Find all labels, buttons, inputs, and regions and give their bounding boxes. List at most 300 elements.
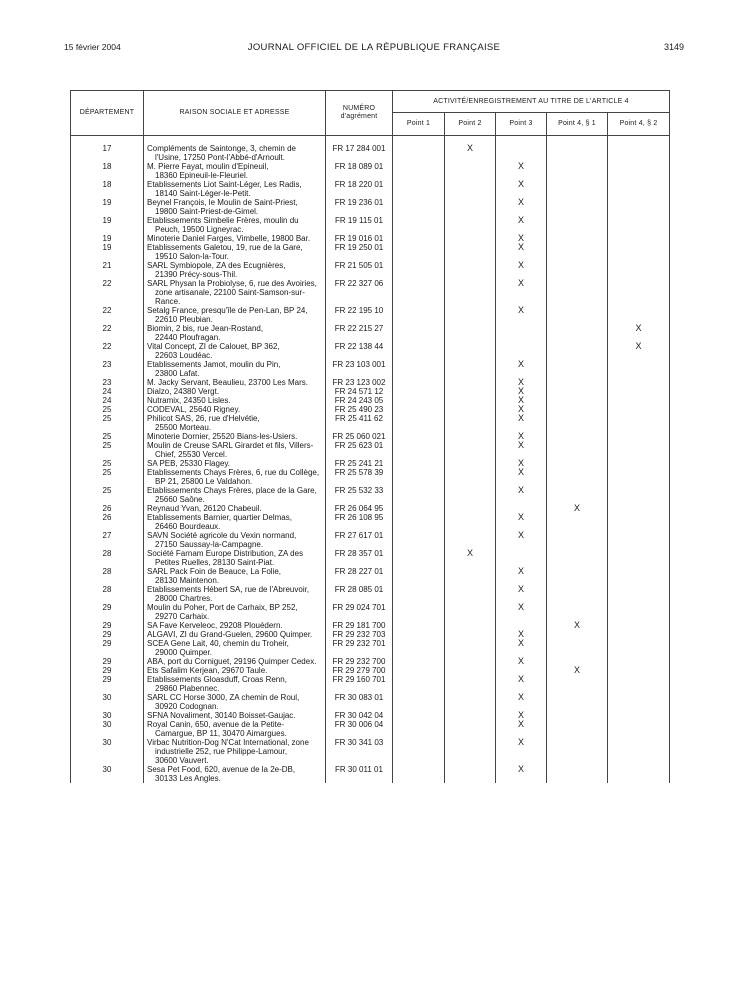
cell-numero-agrement: FR 25 060 021 — [326, 432, 393, 441]
table-row — [71, 216, 670, 234]
cell-raison-sociale — [144, 432, 326, 441]
name-line-2: l'Usine, 17250 Pont-l'Abbé-d'Arnoult. — [155, 153, 285, 162]
cell-departement: 30 — [71, 765, 144, 783]
cell-p1-mark — [393, 405, 445, 414]
name-line-1: Biomin, 2 bis, rue Jean-Rostand, — [147, 324, 264, 333]
cell-p4a-mark — [547, 216, 608, 234]
cell-raison-sociale — [144, 531, 326, 549]
cell-p3-mark: X — [496, 360, 547, 378]
cell-p3-mark: X — [496, 162, 547, 180]
cell-numero-agrement: FR 23 123 002 — [326, 378, 393, 387]
cell-departement: 26 — [71, 504, 144, 513]
cell-p1-mark — [393, 738, 445, 765]
name-line-1: Vital Concept, ZI de Calouet, BP 362, — [147, 342, 280, 351]
cell-raison-sociale — [144, 639, 326, 657]
name-line-1: M. Jacky Servant, Beaulieu, 23700 Les Mars. — [147, 378, 308, 387]
cell-p4b-mark — [608, 414, 670, 432]
cell-p4b-mark: X — [608, 342, 670, 360]
approval-table — [70, 90, 670, 783]
cell-numero-agrement: FR 25 411 62 — [326, 414, 393, 432]
cell-p1-mark — [393, 432, 445, 441]
cell-numero-agrement: FR 27 617 01 — [326, 531, 393, 549]
name-line-1: SFNA Novaliment, 30140 Boisset-Gaujac. — [147, 711, 296, 720]
table-row — [71, 324, 670, 342]
name-line-2: 23800 Lafat. — [155, 369, 200, 378]
name-line-3: 30600 Vauvert. — [155, 756, 209, 765]
cell-p1-mark — [393, 261, 445, 279]
name-line-2: 29000 Quimper. — [155, 648, 212, 657]
cell-numero-agrement: FR 19 236 01 — [326, 198, 393, 216]
cell-p3-mark — [496, 342, 547, 360]
cell-p3-mark: X — [496, 630, 547, 639]
cell-departement: 22 — [71, 324, 144, 342]
cell-p4b-mark — [608, 162, 670, 180]
cell-p4a-mark — [547, 531, 608, 549]
cell-p1-mark — [393, 567, 445, 585]
cell-p4a-mark — [547, 162, 608, 180]
cell-p1-mark — [393, 414, 445, 432]
cell-p4a-mark — [547, 180, 608, 198]
cell-p3-mark: X — [496, 441, 547, 459]
name-line-1: Nutramix, 24350 Lisles. — [147, 396, 231, 405]
cell-raison-sociale — [144, 720, 326, 738]
col-header-point4-2: Point 4, § 2 — [608, 113, 670, 136]
cell-p3-mark: X — [496, 432, 547, 441]
cell-p2-mark — [445, 603, 496, 621]
cell-p3-mark: X — [496, 531, 547, 549]
col-header-numero-line1: NUMÉRO — [342, 105, 376, 112]
cell-departement: 21 — [71, 261, 144, 279]
cell-raison-sociale — [144, 585, 326, 603]
cell-p1-mark — [393, 531, 445, 549]
cell-p4a-mark — [547, 243, 608, 261]
cell-raison-sociale — [144, 603, 326, 621]
cell-p3-mark — [496, 324, 547, 342]
cell-departement: 25 — [71, 468, 144, 486]
cell-p2-mark — [445, 342, 496, 360]
cell-p4a-mark: X — [547, 621, 608, 630]
cell-numero-agrement: FR 30 083 01 — [326, 693, 393, 711]
table-row — [71, 630, 670, 639]
cell-numero-agrement: FR 29 232 701 — [326, 639, 393, 657]
name-line-1: Compléments de Saintonge, 3, chemin de — [147, 144, 296, 153]
cell-p1-mark — [393, 666, 445, 675]
col-header-departement: DÉPARTEMENT — [71, 91, 144, 136]
cell-p4a-mark — [547, 279, 608, 306]
name-line-1: Moulin du Poher, Port de Carhaix, BP 252, — [147, 603, 298, 612]
cell-p1-mark — [393, 549, 445, 567]
cell-p1-mark — [393, 378, 445, 387]
cell-p3-mark: X — [496, 585, 547, 603]
table-row — [71, 693, 670, 711]
cell-raison-sociale — [144, 387, 326, 396]
cell-p3-mark: X — [496, 378, 547, 387]
cell-p2-mark — [445, 657, 496, 666]
cell-p1-mark — [393, 441, 445, 459]
cell-p4a-mark: X — [547, 666, 608, 675]
cell-raison-sociale — [144, 441, 326, 459]
name-line-2: industrielle 252, rue Philippe-Lamour, — [155, 747, 288, 756]
table-row — [71, 279, 670, 306]
cell-raison-sociale — [144, 324, 326, 342]
cell-p4b-mark — [608, 675, 670, 693]
cell-raison-sociale — [144, 630, 326, 639]
cell-raison-sociale — [144, 657, 326, 666]
cell-p3-mark: X — [496, 261, 547, 279]
cell-p4b-mark — [608, 693, 670, 711]
cell-p2-mark — [445, 198, 496, 216]
cell-p1-mark — [393, 306, 445, 324]
cell-numero-agrement: FR 25 532 33 — [326, 486, 393, 504]
cell-p4b-mark — [608, 216, 670, 234]
cell-p4a-mark — [547, 468, 608, 486]
cell-departement: 19 — [71, 243, 144, 261]
name-line-2: 28130 Maintenon. — [155, 576, 220, 585]
name-line-2: 25660 Saône. — [155, 495, 205, 504]
cell-numero-agrement: FR 26 108 95 — [326, 513, 393, 531]
cell-p2-mark — [445, 324, 496, 342]
cell-raison-sociale — [144, 486, 326, 504]
cell-p4a-mark — [547, 261, 608, 279]
cell-raison-sociale — [144, 504, 326, 513]
cell-p4b-mark — [608, 585, 670, 603]
table-row — [71, 396, 670, 405]
cell-p2-mark — [445, 567, 496, 585]
table-row — [71, 621, 670, 630]
cell-numero-agrement: FR 25 578 39 — [326, 468, 393, 486]
table-row — [71, 432, 670, 441]
cell-departement: 18 — [71, 180, 144, 198]
cell-p3-mark — [496, 549, 547, 567]
cell-raison-sociale — [144, 360, 326, 378]
cell-p1-mark — [393, 234, 445, 243]
cell-p1-mark — [393, 136, 445, 163]
table-row — [71, 666, 670, 675]
table-row — [71, 459, 670, 468]
cell-p1-mark — [393, 603, 445, 621]
cell-p2-mark — [445, 432, 496, 441]
cell-raison-sociale — [144, 234, 326, 243]
cell-departement: 17 — [71, 136, 144, 163]
cell-numero-agrement: FR 22 327 06 — [326, 279, 393, 306]
table-row — [71, 738, 670, 765]
cell-departement: 25 — [71, 459, 144, 468]
cell-numero-agrement: FR 25 241 21 — [326, 459, 393, 468]
header-date: 15 février 2004 — [64, 42, 121, 52]
cell-raison-sociale — [144, 621, 326, 630]
cell-numero-agrement: FR 25 623 01 — [326, 441, 393, 459]
table-row — [71, 360, 670, 378]
cell-p2-mark: X — [445, 136, 496, 163]
cell-p4a-mark — [547, 738, 608, 765]
name-line-1: Etablissements Simbelie Frères, moulin du — [147, 216, 299, 225]
cell-departement: 28 — [71, 585, 144, 603]
name-line-1: SARL Physan la Probiolyse, 6, rue des Avoiries, — [147, 279, 317, 288]
cell-numero-agrement: FR 21 505 01 — [326, 261, 393, 279]
table-row — [71, 162, 670, 180]
table-row — [71, 513, 670, 531]
cell-p4b-mark — [608, 765, 670, 783]
col-header-numero-line2: d'agrément — [340, 113, 378, 120]
cell-p2-mark — [445, 720, 496, 738]
cell-p1-mark — [393, 720, 445, 738]
cell-p2-mark — [445, 162, 496, 180]
name-line-2: 19510 Salon-la-Tour. — [155, 252, 229, 261]
cell-p4a-mark — [547, 675, 608, 693]
cell-p4a-mark — [547, 459, 608, 468]
cell-p3-mark: X — [496, 738, 547, 765]
cell-departement: 23 — [71, 360, 144, 378]
name-line-1: Philicot SAS, 26, rue d'Helvétie, — [147, 414, 260, 423]
cell-p2-mark — [445, 459, 496, 468]
cell-p2-mark — [445, 585, 496, 603]
table-row — [71, 378, 670, 387]
cell-p1-mark — [393, 324, 445, 342]
col-header-point4-1: Point 4, § 1 — [547, 113, 608, 136]
cell-raison-sociale — [144, 342, 326, 360]
cell-p2-mark — [445, 414, 496, 432]
cell-p4a-mark — [547, 630, 608, 639]
name-line-1: Ets Safalim Kerjean, 29670 Taule. — [147, 666, 268, 675]
cell-p3-mark: X — [496, 603, 547, 621]
cell-numero-agrement: FR 18 089 01 — [326, 162, 393, 180]
name-line-2: Chief, 25530 Vercel. — [155, 450, 228, 459]
name-line-1: Dialzo, 24380 Vergt. — [147, 387, 220, 396]
cell-p2-mark — [445, 234, 496, 243]
name-line-1: Minoterie Daniel Farges, Vimbelle, 19800 Bar. — [147, 234, 311, 243]
cell-p2-mark — [445, 621, 496, 630]
cell-p4b-mark — [608, 639, 670, 657]
name-line-1: Reynaud Yvan, 26120 Chabeuil. — [147, 504, 262, 513]
name-line-2: 22603 Loudéac. — [155, 351, 213, 360]
cell-p2-mark — [445, 486, 496, 504]
name-line-2: BP 21, 25800 Le Valdahon. — [155, 477, 253, 486]
cell-raison-sociale — [144, 136, 326, 163]
cell-p4b-mark — [608, 198, 670, 216]
name-line-1: Moulin de Creuse SARL Girardet et fils, Villers- — [147, 441, 314, 450]
table-row — [71, 468, 670, 486]
cell-p2-mark: X — [445, 549, 496, 567]
cell-p4b-mark — [608, 396, 670, 405]
cell-p2-mark — [445, 630, 496, 639]
table-row — [71, 405, 670, 414]
name-line-1: Etablissements Jamot, moulin du Pin, — [147, 360, 281, 369]
cell-departement: 30 — [71, 693, 144, 711]
cell-raison-sociale — [144, 279, 326, 306]
cell-departement: 22 — [71, 342, 144, 360]
cell-p4a-mark — [547, 234, 608, 243]
cell-p4b-mark: X — [608, 324, 670, 342]
table-row — [71, 306, 670, 324]
name-line-2: 19800 Saint-Priest-de-Gimel. — [155, 207, 259, 216]
name-line-1: Etablissements Chays Frères, 6, rue du Collège, — [147, 468, 320, 477]
cell-p1-mark — [393, 387, 445, 396]
cell-p4a-mark — [547, 414, 608, 432]
cell-p3-mark: X — [496, 639, 547, 657]
cell-p4b-mark — [608, 279, 670, 306]
table-row — [71, 504, 670, 513]
name-line-1: Etablissements Chays Frères, place de la Gare, — [147, 486, 317, 495]
cell-departement: 30 — [71, 711, 144, 720]
cell-p1-mark — [393, 198, 445, 216]
table-row — [71, 414, 670, 432]
cell-p4a-mark — [547, 378, 608, 387]
cell-p2-mark — [445, 387, 496, 396]
cell-raison-sociale — [144, 513, 326, 531]
cell-p2-mark — [445, 468, 496, 486]
cell-numero-agrement: FR 30 042 04 — [326, 711, 393, 720]
cell-p3-mark: X — [496, 198, 547, 216]
cell-p1-mark — [393, 693, 445, 711]
cell-p4b-mark — [608, 738, 670, 765]
cell-numero-agrement: FR 30 006 04 — [326, 720, 393, 738]
cell-p3-mark: X — [496, 513, 547, 531]
cell-p3-mark: X — [496, 486, 547, 504]
name-line-1: Société Farnam Europe Distribution, ZA des — [147, 549, 304, 558]
col-header-numero — [326, 91, 393, 136]
cell-p1-mark — [393, 585, 445, 603]
cell-p4b-mark — [608, 666, 670, 675]
name-line-1: SARL Pack Foin de Beauce, La Folie, — [147, 567, 281, 576]
cell-p1-mark — [393, 504, 445, 513]
cell-p4b-mark — [608, 306, 670, 324]
cell-p3-mark: X — [496, 234, 547, 243]
cell-p4b-mark — [608, 513, 670, 531]
cell-p2-mark — [445, 261, 496, 279]
cell-departement: 19 — [71, 198, 144, 216]
cell-p4a-mark — [547, 441, 608, 459]
cell-departement: 29 — [71, 630, 144, 639]
cell-raison-sociale — [144, 459, 326, 468]
cell-p2-mark — [445, 513, 496, 531]
cell-p4a-mark: X — [547, 504, 608, 513]
cell-numero-agrement: FR 19 016 01 — [326, 234, 393, 243]
cell-p2-mark — [445, 504, 496, 513]
cell-numero-agrement: FR 19 115 01 — [326, 216, 393, 234]
cell-p1-mark — [393, 675, 445, 693]
cell-departement: 19 — [71, 234, 144, 243]
cell-p3-mark: X — [496, 180, 547, 198]
cell-p3-mark: X — [496, 387, 547, 396]
cell-p2-mark — [445, 441, 496, 459]
cell-p4b-mark — [608, 711, 670, 720]
cell-p4b-mark — [608, 378, 670, 387]
cell-raison-sociale — [144, 396, 326, 405]
cell-p4b-mark — [608, 360, 670, 378]
cell-p4b-mark — [608, 657, 670, 666]
col-header-raison-sociale: RAISON SOCIALE ET ADRESSE — [144, 91, 326, 136]
cell-p4b-mark — [608, 603, 670, 621]
cell-numero-agrement: FR 22 215 27 — [326, 324, 393, 342]
cell-p4a-mark — [547, 432, 608, 441]
table-row — [71, 531, 670, 549]
table-row — [71, 711, 670, 720]
name-line-2: zone artisanale, 22100 Saint-Samson-sur- — [155, 288, 305, 297]
name-line-2: 30133 Les Angles. — [155, 774, 221, 783]
table-row — [71, 567, 670, 585]
table-row — [71, 441, 670, 459]
cell-numero-agrement: FR 18 220 01 — [326, 180, 393, 198]
name-line-2: 26460 Bourdeaux. — [155, 522, 221, 531]
name-line-1: ABA, port du Corniguet, 29196 Quimper Cedex. — [147, 657, 317, 666]
cell-departement: 25 — [71, 414, 144, 432]
cell-departement: 26 — [71, 513, 144, 531]
name-line-1: CODEVAL, 25640 Rigney. — [147, 405, 241, 414]
cell-departement: 19 — [71, 216, 144, 234]
cell-raison-sociale — [144, 180, 326, 198]
col-header-point3: Point 3 — [496, 113, 547, 136]
cell-p2-mark — [445, 738, 496, 765]
cell-p4a-mark — [547, 693, 608, 711]
name-line-1: Beynel François, le Moulin de Saint-Priest, — [147, 198, 298, 207]
cell-p2-mark — [445, 378, 496, 387]
cell-numero-agrement: FR 24 571 12 — [326, 387, 393, 396]
name-line-1: SCEA Gene Lait, 40, chemin du Troheir, — [147, 639, 289, 648]
cell-numero-agrement: FR 28 227 01 — [326, 567, 393, 585]
cell-p4a-mark — [547, 360, 608, 378]
cell-numero-agrement: FR 30 341 03 — [326, 738, 393, 765]
name-line-1: SA Fave Kerveleoc, 29208 Plouédern. — [147, 621, 283, 630]
table-body — [71, 136, 670, 784]
cell-p4b-mark — [608, 459, 670, 468]
cell-p3-mark: X — [496, 216, 547, 234]
cell-p4a-mark — [547, 585, 608, 603]
cell-p4b-mark — [608, 136, 670, 163]
cell-p4a-mark — [547, 603, 608, 621]
cell-p4b-mark — [608, 405, 670, 414]
cell-p3-mark: X — [496, 396, 547, 405]
cell-p1-mark — [393, 765, 445, 783]
cell-p4a-mark — [547, 387, 608, 396]
cell-p4a-mark — [547, 639, 608, 657]
cell-p4b-mark — [608, 387, 670, 396]
cell-raison-sociale — [144, 567, 326, 585]
cell-p3-mark: X — [496, 720, 547, 738]
name-line-1: SARL CC Horse 3000, ZA chemin de Roul, — [147, 693, 300, 702]
col-header-point2: Point 2 — [445, 113, 496, 136]
name-line-2: 30920 Codognan. — [155, 702, 219, 711]
header-title: JOURNAL OFFICIEL DE LA RÉPUBLIQUE FRANÇAISE — [247, 42, 501, 53]
cell-p2-mark — [445, 180, 496, 198]
cell-p4a-mark — [547, 306, 608, 324]
cell-departement: 18 — [71, 162, 144, 180]
col-header-point1: Point 1 — [393, 113, 445, 136]
cell-p4b-mark — [608, 486, 670, 504]
cell-p4b-mark — [608, 567, 670, 585]
cell-p4b-mark — [608, 621, 670, 630]
cell-p3-mark: X — [496, 675, 547, 693]
table-row — [71, 765, 670, 783]
cell-p4b-mark — [608, 549, 670, 567]
name-line-2: 22440 Ploufragan. — [155, 333, 221, 342]
cell-p4a-mark — [547, 513, 608, 531]
name-line-2: 29860 Plabennec. — [155, 684, 220, 693]
cell-p1-mark — [393, 639, 445, 657]
name-line-2: 18360 Epineuil-le-Fleuriel. — [155, 171, 248, 180]
cell-p1-mark — [393, 630, 445, 639]
cell-raison-sociale — [144, 306, 326, 324]
cell-p4b-mark — [608, 504, 670, 513]
cell-p2-mark — [445, 306, 496, 324]
cell-p4a-mark — [547, 198, 608, 216]
cell-raison-sociale — [144, 405, 326, 414]
cell-departement: 30 — [71, 720, 144, 738]
cell-p3-mark: X — [496, 567, 547, 585]
cell-p4b-mark — [608, 243, 670, 261]
table-row — [71, 243, 670, 261]
cell-p4b-mark — [608, 720, 670, 738]
cell-p4a-mark — [547, 486, 608, 504]
